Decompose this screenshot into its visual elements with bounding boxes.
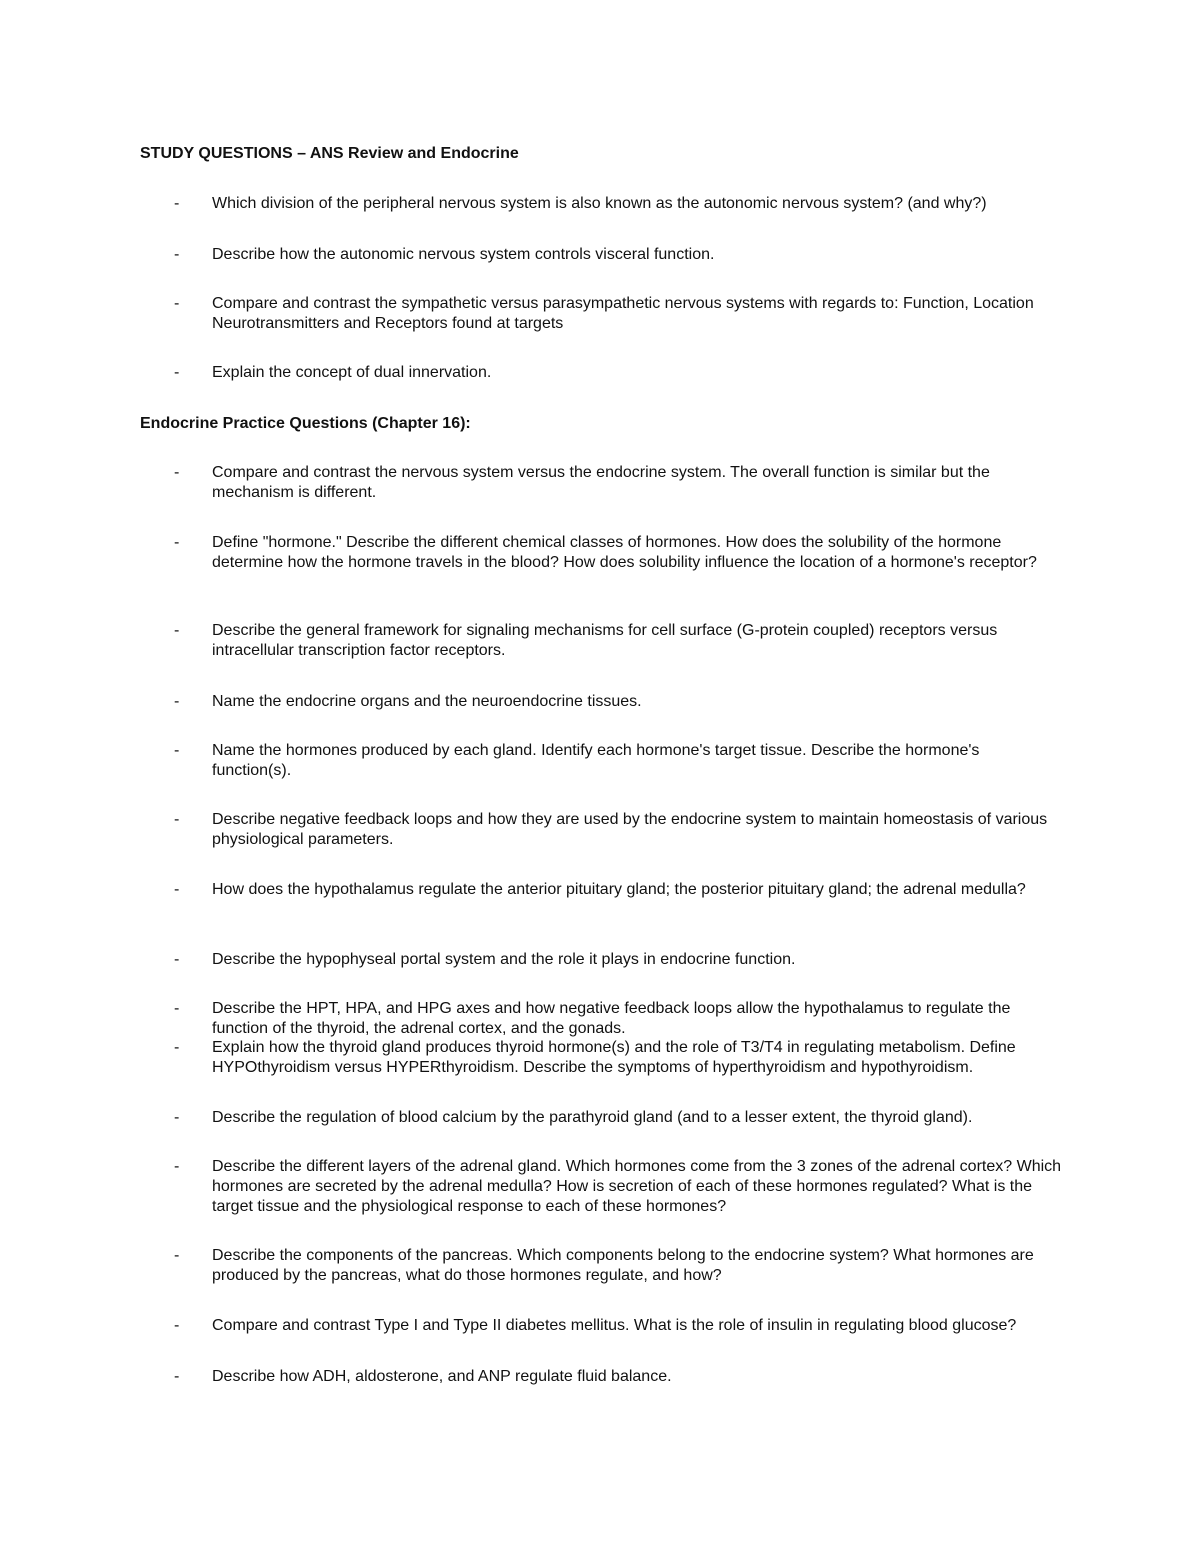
bullet-dash: - [174, 464, 180, 481]
list-item-text: Describe how ADH, aldosterone, and ANP regulate fluid balance. [212, 1368, 672, 1385]
list-item-text: Name the endocrine organs and the neuroendocrine tissues. [212, 693, 642, 710]
list-item-text: Compare and contrast Type I and Type II diabetes mellitus. What is the role of insulin in regulating blood glucose? [212, 1317, 1017, 1334]
list-item-text: Describe how the autonomic nervous system controls visceral function. [212, 246, 715, 263]
bullet-dash: - [174, 1368, 180, 1385]
list-item-text: Name the hormones produced by each gland. Identify each hormone's target tissue. Describe the hormone's function(s). [212, 742, 980, 779]
bullet-dash: - [174, 1109, 180, 1126]
section-heading: Endocrine Practice Questions (Chapter 16): [140, 415, 471, 432]
bullet-dash: - [174, 951, 180, 968]
list-item-text: Describe the hypophyseal portal system and the role it plays in endocrine function. [212, 951, 796, 968]
bullet-dash: - [174, 811, 180, 828]
bullet-dash: - [174, 1000, 180, 1017]
bullet-dash: - [174, 534, 180, 551]
list-item-text: How does the hypothalamus regulate the anterior pituitary gland; the posterior pituitary gland; the adrenal medulla? [212, 881, 1026, 898]
bullet-dash: - [174, 1158, 180, 1175]
list-item-text: Which division of the peripheral nervous system is also known as the autonomic nervous system? (and why?) [212, 195, 987, 212]
bullet-dash: - [174, 246, 180, 263]
bullet-dash: - [174, 693, 180, 710]
list-item-text: Define "hormone." Describe the different chemical classes of hormones. How does the solubility of the hormone determine how the hormone travels in the blood? How does solubility influence the location of a hormone's receptor? [212, 534, 1037, 571]
document-title: STUDY QUESTIONS – ANS Review and Endocrine [140, 145, 519, 162]
bullet-dash: - [174, 881, 180, 898]
list-item-text: Describe the regulation of blood calcium by the parathyroid gland (and to a lesser extent, the thyroid gland). [212, 1109, 973, 1126]
list-item-text: Explain the concept of dual innervation. [212, 364, 492, 381]
list-item-text: Describe the HPT, HPA, and HPG axes and how negative feedback loops allow the hypothalamus to regulate the function of the thyroid, the adrenal cortex, and the gonads. [212, 1000, 1011, 1037]
bullet-dash: - [174, 622, 180, 639]
list-item-text: Describe the different layers of the adrenal gland. Which hormones come from the 3 zones of the adrenal cortex? Which hormones are secreted by the adrenal medulla? How is secretion of each of these hormones regulated? What is the target tissue and the physiological response to each of these hormones? [212, 1158, 1062, 1215]
bullet-dash: - [174, 295, 180, 312]
bullet-dash: - [174, 1039, 180, 1056]
list-item-text: Compare and contrast the nervous system versus the endocrine system. The overall function is similar but the mechanism is different. [212, 464, 990, 501]
list-item-text: Describe negative feedback loops and how they are used by the endocrine system to maintain homeostasis of various physiological parameters. [212, 811, 1048, 848]
bullet-dash: - [174, 1317, 180, 1334]
list-item-text: Compare and contrast the sympathetic versus parasympathetic nervous systems with regards to: Function, Location Neurotransmitters and Receptors found at targets [212, 295, 1034, 332]
list-item-text: Describe the components of the pancreas. Which components belong to the endocrine system? What hormones are produced by the pancreas, what do those hormones regulate, and how? [212, 1247, 1034, 1284]
bullet-dash: - [174, 1247, 180, 1264]
bullet-dash: - [174, 195, 180, 212]
bullet-dash: - [174, 742, 180, 759]
list-item-text: Describe the general framework for signaling mechanisms for cell surface (G-protein coupled) receptors versus intracellular transcription factor receptors. [212, 622, 998, 659]
list-item-text: Explain how the thyroid gland produces thyroid hormone(s) and the role of T3/T4 in regulating metabolism. Define HYPOthyroidism versus HYPERthyroidism. Describe the symptoms of hyperthyroidism and hypothyroidism. [212, 1039, 1016, 1076]
bullet-dash: - [174, 364, 180, 381]
